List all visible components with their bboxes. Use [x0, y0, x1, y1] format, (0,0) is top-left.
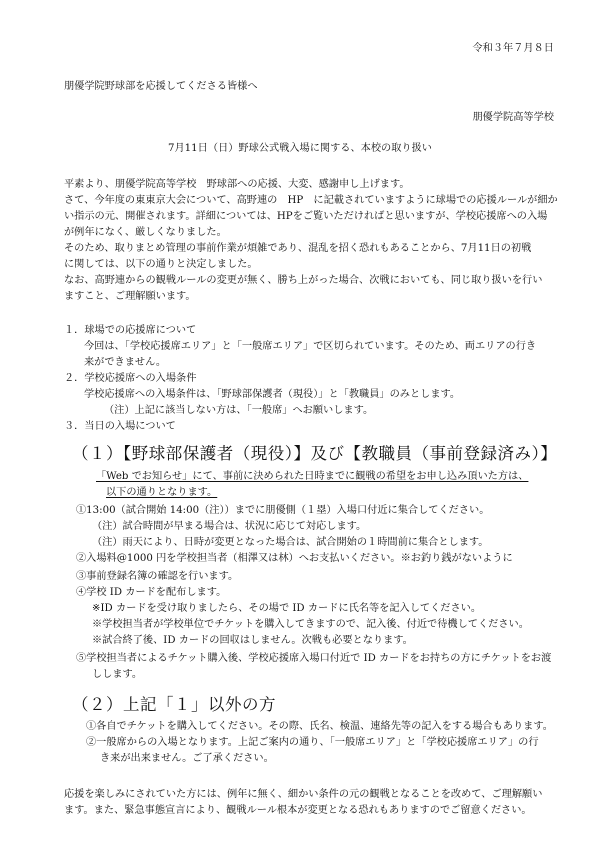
part-1-step-cont: しします。	[92, 669, 143, 680]
part-1-step: ④学校 ID カードを配布します。	[76, 587, 227, 598]
part-1-lead: 以下の通りとなります。	[106, 487, 218, 498]
intro-line: そのため、取りまとめ管理の事前作業が煩雑であり、混乱を招く恐れもあることから、7月11日の初戦	[64, 243, 532, 254]
document-date: 令和３年７月８日	[472, 43, 554, 54]
part-1-note: ※試合終了後、ID カードの回収はしません。次戦も必要となります。	[92, 635, 413, 646]
part-2-step: ②一般席からの入場となります。上記ご案内の通り、「一般席エリア」と「学校応援席エリア」の行	[86, 737, 539, 748]
section-1-title: １．球場での応援席について	[64, 325, 197, 336]
part-1-note: ※学校担当者が学校単位でチケットを購入してきますので、記入後、付近で待機してください。	[92, 619, 529, 630]
section-1-body: 来ができません。	[84, 357, 167, 368]
part-1-lead: 「Web でお知らせ」にて、事前に決められた日時までに観戦の希望をお申し込み頂いた方は、	[96, 471, 529, 482]
intro-line: なお、高野連からの観戦ルールの変更が無く、勝ち上がった場合、次戦においても、同じ取り扱いを行い	[64, 275, 543, 286]
closing-line: 応援を楽しみにされていた方には、例年に無く、細かい条件の元の観戦となることを改めて、ご理解願い	[64, 789, 543, 800]
addressee: 朋優学院野球部を応援してくださる皆様へ	[64, 81, 258, 92]
section-2-body: 学校応援席への入場条件は、「野球部保護者（現役）」と「教職員」のみとします。	[84, 389, 461, 400]
part-1-step: ⑤学校担当者によるチケット購入後、学校応援席入場口付近で ID カードをお持ちの方にチケットをお渡	[76, 653, 552, 664]
intro-line: 平素より、朋優学院高等学校 野球部への応援、大変、感謝申し上げます。	[64, 179, 410, 190]
part-1-note: （注）雨天により、日時が変更となった場合は、試合開始の１時間前に集合とします。	[92, 537, 489, 548]
section-1-body: 今回は、「学校応援席エリア」と「一般席エリア」で区切られています。そのため、両エリアの行き	[84, 341, 537, 352]
part-1-step: ①13:00（試合開始 14:00（注））までに朋優側（１塁）入場口付近に集合してください。	[76, 505, 490, 516]
intro-line: い指示の元、開催されます。詳細については、HPをご覧いただければと思いますが、学校応援席への入場	[64, 211, 548, 222]
section-2-title: ２．学校応援席への入場条件	[64, 373, 197, 384]
closing-line: ます。また、緊急事態宣言により、観戦ルール根本が変更となる恐れもありますのでご留意ください。	[64, 805, 532, 816]
section-2-note: （注）上記に該当しない方は、「一般席」へお願いします。	[104, 405, 374, 416]
document-title: 7月11日（日）野球公式戦入場に関する、本校の取り扱い	[168, 143, 432, 154]
part-2-step-cont: き来が出来ません。ご了承ください。	[100, 753, 274, 764]
part-1-heading: （１）【野球部保護者（現役）】及び【教職員（事前登録済み）】	[72, 444, 558, 463]
part-1-note: （注）試合時間が早まる場合は、状況に応じて対応します。	[92, 521, 367, 532]
sender-name: 朋優学院高等学校	[472, 112, 554, 123]
part-2-step: ①各自でチケットを購入してください。その際、氏名、検温、連絡先等の記入をする場合もあります。	[86, 721, 553, 732]
part-2-heading: （２）上記「１」以外の方	[72, 695, 276, 714]
intro-line: ますこと、ご理解願います。	[64, 291, 196, 302]
section-3-title: ３．当日の入場について	[64, 421, 176, 432]
part-1-step: ③事前登録名簿の確認を行います。	[76, 571, 239, 582]
part-1-step: ②入場料@1000 円を学校担当者（相澤又は林）へお支払いください。※お釣り銭がないように	[76, 553, 513, 564]
intro-line: が例年になく、厳しくなりました。	[64, 227, 227, 238]
intro-line: さて、今年度の東東京大会について、高野連の HP に記載されていますように球場での応援ルールが細か	[64, 195, 558, 206]
intro-line: に関しては、以下の通りと決定しました。	[64, 259, 258, 270]
part-1-note: ※ID カードを受け取りましたら、その場で ID カードに氏名等を記入してください。	[92, 603, 482, 614]
